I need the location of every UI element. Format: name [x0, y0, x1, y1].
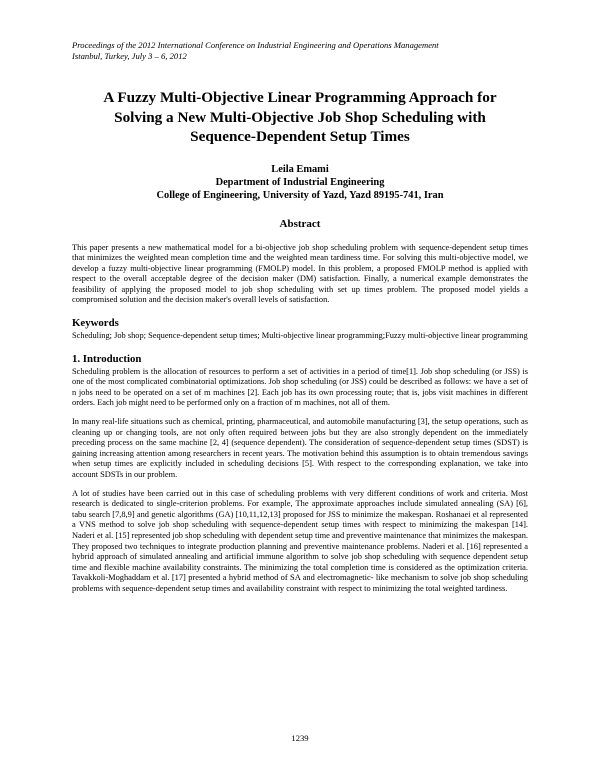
introduction-heading: 1. Introduction [72, 352, 142, 365]
running-head-line2: Istanbul, Turkey, July 3 – 6, 2012 [72, 51, 187, 61]
author-block [72, 163, 528, 202]
paper-title: A Fuzzy Multi-Objective Linear Programming Approach for Solving a New Multi-Objective Job Shop Scheduling with Sequence-Dependent Setup Times [103, 89, 497, 145]
running-head-line1: Proceedings of the 2012 International Conference on Industrial Engineering and Operations Management [72, 40, 439, 50]
abstract-heading: Abstract [279, 217, 321, 230]
author-name: Leila Emami [271, 163, 329, 175]
introduction-paragraph-1: Scheduling problem is the allocation of resources to perform a set of activities in a period of time[1]. Job shop scheduling (or JSS) is one of the most complicated combinatorial optimizations. Job shop scheduling (or JSS) could be described as follows: we have a set of n jobs need to be operated on a set of m machines [2]. Each job has its own processing route; that is, jobs visit machines in different orders. Each job might need to be performed only on a fraction of m machines, not all of them. [72, 366, 528, 408]
keywords-text: Scheduling; Job shop; Sequence-dependent setup times; Multi-objective linear programming;Fuzzy multi-objective linear programming [72, 331, 528, 341]
author-affiliation: College of Engineering, University of Yazd, Yazd 89195-741, Iran [156, 189, 444, 201]
introduction-paragraph-3: A lot of studies have been carried out in this case of scheduling problems with very different conditions of work and criteria. Most research is dedicated to single-criterion problems. For example, The approximate approaches include simulated annealing (SA) [6], tabu search [7,8,9] and genetic algorithms (GA) [10,11,12,13] proposed for JSS to minimize the makespan. Roshanaei et al represented a VNS method to solve job shop scheduling with sequence-dependent setup times with respect to minimizing the makespan [14]. Naderi et al. [15] represented job shop scheduling with dependent setup time and preventive maintenance that minimizes the makespan. They proposed two techniques to integrate production planning and preventive maintenance problems. Naderi et al. [16] represented a hybrid approach of simulated annealing and artificial immune algorithm to solve job shop scheduling with sequence dependent setup time and flexible machine availability constraints. The minimizing the total completion time is considered as the optimization criteria. Tavakkoli-Moghaddam et al. [17] presented a hybrid method of SA and electromagnetic- like mechanism to solve job shop scheduling problems with sequence-dependent setup times and availability constraint with respect to minimizing the total weighted tardiness. [72, 488, 528, 593]
page-number: 1239 [291, 733, 309, 743]
abstract-text: This paper presents a new mathematical model for a bi-objective job shop scheduling problem with sequence-dependent setup times that minimizes the weighted mean completion time and the weighted mean tardiness time. For solving this multi-objective model, we develop a fuzzy multi-objective linear programming (FMOLP) model. In this problem, a proposed FMOLP method is applied with respect to the overall acceptable degree of the decision maker (DM) satisfaction. Finally, a numerical example demonstrates the feasibility of applying the proposed model to job shop scheduling with set up times problem. The proposed model yields a compromised solution and the decision maker's overall levels of satisfaction. [72, 242, 528, 305]
author-department: Department of Industrial Engineering [215, 176, 385, 188]
running-head [72, 40, 528, 62]
introduction-paragraph-2: In many real-life situations such as chemical, printing, pharmaceutical, and automobile manufacturing [3], the setup operations, such as cleaning up or changing tools, are not only often required between jobs but they are also strongly dependent on the immediately preceding process on the same machine [2, 4] (sequence dependent). The consideration of sequence-dependent setup times (SDST) is gaining increasing attention among researchers in recent years. The motivation behind this assumption is to obtain tremendous savings when setup times are explicitly included in scheduling decisions [5]. With respect to the corresponding explanation, we take into account SDSTs in our problem. [72, 417, 528, 479]
keywords-heading: Keywords [72, 317, 119, 330]
